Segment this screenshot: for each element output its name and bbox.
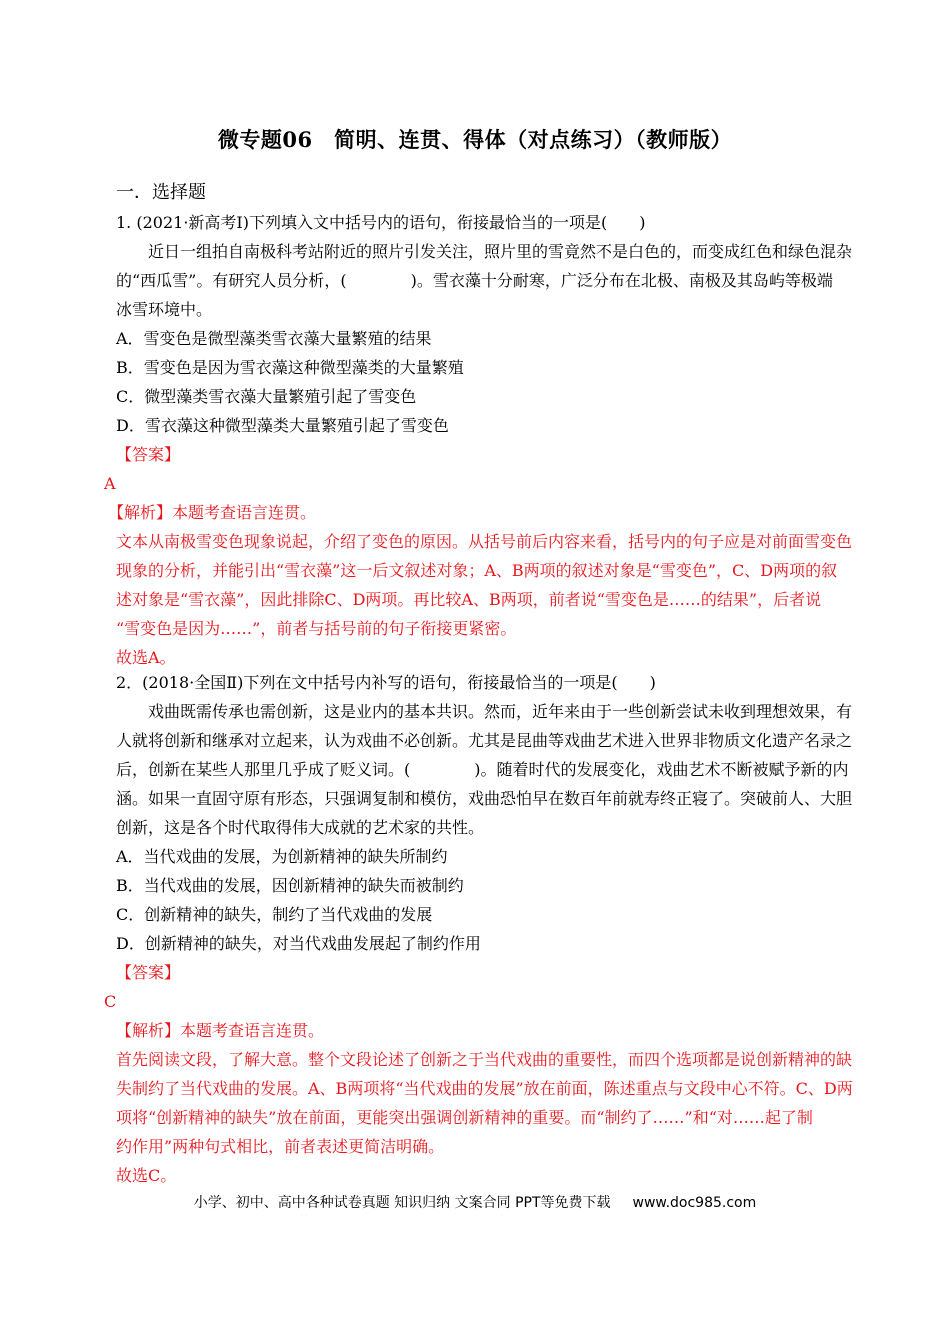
answer-label: 【答案】 [116, 963, 181, 982]
option-a: A．雪变色是微型藻类雪衣藻大量繁殖的结果 [116, 329, 432, 348]
question-stem: 2．(2018·全国Ⅱ)下列在文中括号内补写的语句，衔接最恰当的一项是( ) [116, 673, 656, 692]
option-d: D．创新精神的缺失，对当代戏曲发展起了制约作用 [116, 934, 481, 953]
option-b: B．当代戏曲的发展，因创新精神的缺失而被制约 [116, 876, 464, 895]
analysis-line: 首先阅读文段，了解大意。整个文段论述了创新之于当代戏曲的重要性，而四个选项都是说创新精神的缺 [116, 1050, 853, 1069]
answer-value: A [104, 474, 116, 493]
conclusion: 故选C。 [116, 1166, 177, 1185]
analysis-line: 项将“创新精神的缺失”放在前面，更能突出强调创新精神的重要。而“制约了……”和“对……起了制 [116, 1108, 813, 1127]
passage-line: 创新，这是各个时代取得伟大成就的艺术家的共性。 [116, 818, 485, 837]
conclusion: 故选A。 [116, 648, 176, 667]
page-footer [0, 1192, 950, 1212]
passage-line: 的“西瓜雪”。有研究人员分析，( )。雪衣藻十分耐寒，广泛分布在北极、南极及其岛屿等极端 [116, 271, 833, 290]
document-title: 微专题06 简明、连贯、得体（对点练习）（教师版） [217, 127, 733, 152]
analysis-label: 【解析】本题考查语言连贯。 [108, 503, 317, 522]
analysis-line: 失制约了当代戏曲的发展。A、B两项将“当代戏曲的发展”放在前面，陈述重点与文段中心不符。C、D两 [116, 1079, 853, 1098]
option-a: A．当代戏曲的发展，为创新精神的缺失所制约 [116, 847, 448, 866]
option-c: C．微型藻类雪衣藻大量繁殖引起了雪变色 [116, 387, 417, 406]
passage-line: 人就将创新和继承对立起来，认为戏曲不必创新。尤其是昆曲等戏曲艺术进入世界非物质文化遗产名录之 [116, 731, 853, 750]
passage-line: 冰雪环境中。 [116, 300, 213, 319]
analysis-line: 现象的分析，并能引出“雪衣藻”这一后文叙述对象；A、B两项的叙述对象是“雪变色”，C、D两项的叙 [116, 561, 838, 580]
footer-text: 小学、初中、高中各种试卷真题 知识归纳 文案合同 PPT等免费下载 [193, 1195, 611, 1211]
option-b: B．雪变色是因为雪衣藻这种微型藻类的大量繁殖 [116, 358, 464, 377]
passage-line: 近日一组拍自南极科考站附近的照片引发关注，照片里的雪竟然不是白色的，而变成红色和绿色混杂 [148, 242, 853, 261]
option-c: C．创新精神的缺失，制约了当代戏曲的发展 [116, 905, 433, 924]
analysis-line: 述对象是“雪衣藻”，因此排除C、D两项。再比较A、B两项，前者说“雪变色是……的结果”，后者说 [116, 590, 822, 609]
analysis-label: 【解析】本题考查语言连贯。 [116, 1021, 325, 1040]
section-heading: 一．选择题 [116, 182, 206, 203]
passage-line: 后，创新在某些人那里几乎成了贬义词。( )。随着时代的发展变化，戏曲艺术不断被赋予新的内 [116, 760, 849, 779]
footer-link[interactable]: www.doc985.com [632, 1195, 757, 1211]
question-1 [104, 208, 866, 672]
option-d: D．雪衣藻这种微型藻类大量繁殖引起了雪变色 [116, 416, 449, 435]
passage-line: 戏曲既需传承也需创新，这是业内的基本共识。然而，近年来由于一些创新尝试未收到理想效果，有 [148, 702, 853, 721]
answer-value: C [104, 992, 117, 1011]
analysis-line: 约作用”两种句式相比，前者表述更简洁明确。 [116, 1137, 445, 1156]
analysis-line: 文本从南极雪变色现象说起，介绍了变色的原因。从括号前后内容来看，括号内的句子应是对前面雪变色 [116, 532, 853, 551]
question-2 [104, 668, 866, 1190]
passage-line: 涵。如果一直固守原有形态，只强调复制和模仿，戏曲恐怕早在数百年前就寿终正寝了。突破前人、大胆 [116, 789, 853, 808]
question-stem: 1. (2021·新高考Ⅰ)下列填入文中括号内的语句，衔接最恰当的一项是( ) [116, 213, 646, 232]
answer-label: 【答案】 [116, 445, 181, 464]
analysis-line: “雪变色是因为……”，前者与括号前的句子衔接更紧密。 [116, 619, 517, 638]
